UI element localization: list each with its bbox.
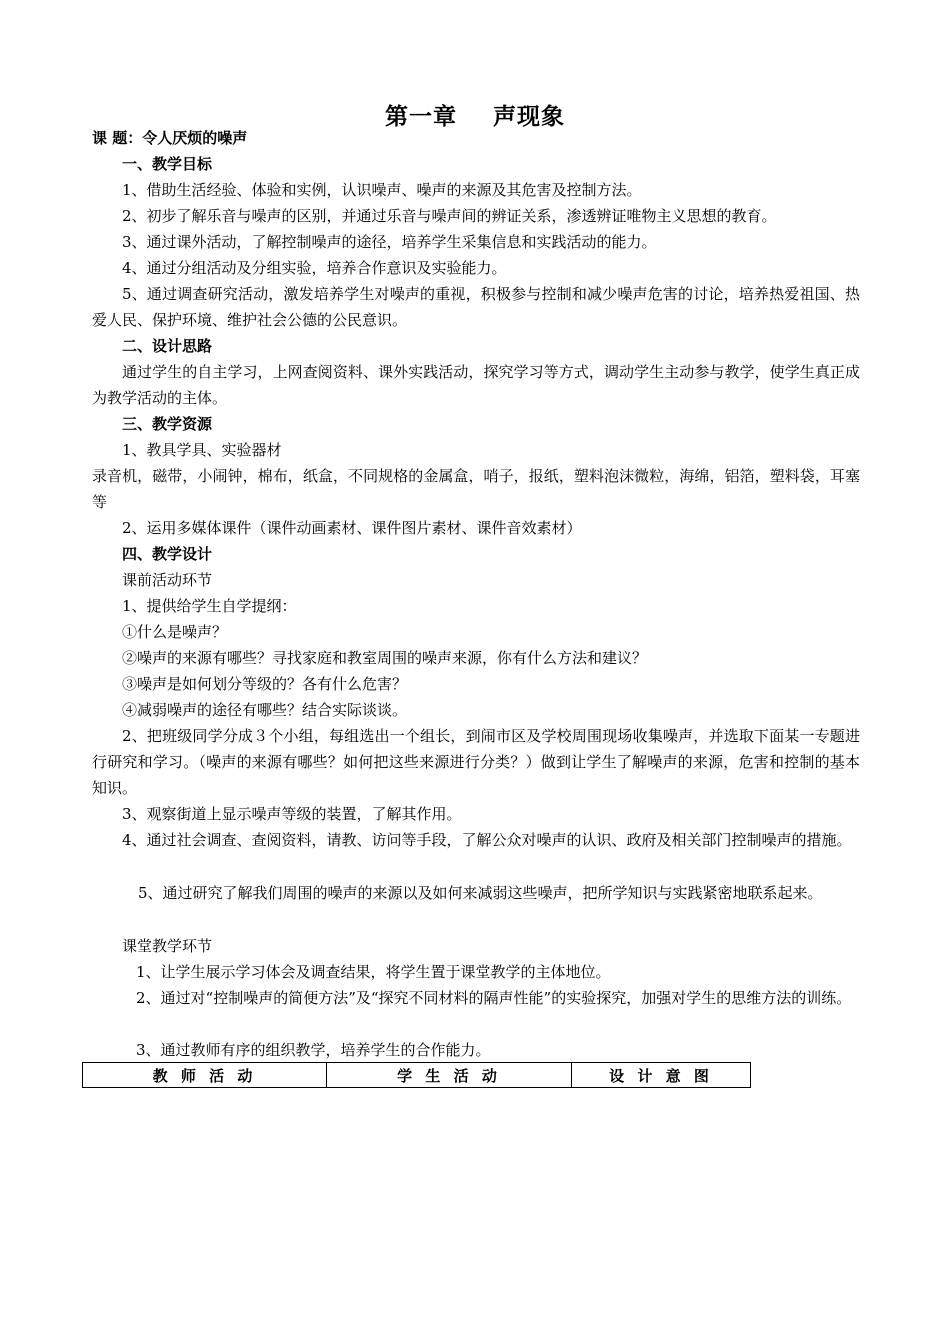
section-heading-resources: 三、教学资源 (122, 415, 213, 433)
in-class-item: 1、让学生展示学习体会及调查结果，将学生置于课堂教学的主体地位。 (136, 963, 611, 981)
goal-item: 4、通过分组活动及分组实验，培养合作意识及实验能力。 (122, 259, 507, 277)
design-idea-text: 通过学生的自主学习，上网查阅资料、课外实践活动，探究学习等方式，调动学生主动参与教学，使学生真正成为教学活动的主体。 (92, 363, 860, 407)
outline-question: ③噪声是如何划分等级的？各有什么危害？ (122, 675, 408, 693)
goal-item: 1、借助生活经验、体验和实例，认识噪声、噪声的来源及其危害及控制方法。 (122, 181, 642, 199)
pre-class-item: 2、把班级同学分成３个小组，每组选出一个组长，到闹市区及学校周围现场收集噪声，并选取下面某一专题进行研究和学习。（噪声的来源有哪些？如何把这些来源进行分类？）做到让学生了解噪声的来源，危害和控制的基本知识。 (92, 727, 860, 797)
chapter-title: 第一章 声现象 (384, 103, 566, 130)
in-class-item: 3、通过教师有序的组织教学，培养学生的合作能力。 (136, 1041, 491, 1059)
outline-question: ①什么是噪声？ (122, 623, 228, 641)
pre-class-item: 4、通过社会调查、查阅资料，请教、访问等手段，了解公众对噪声的认识、政府及相关部门控制噪声的措施。 (122, 831, 852, 849)
header-student-activity: 学 生 活 动 (327, 1063, 572, 1087)
outline-question: ②噪声的来源有哪些？寻找家庭和教室周围的噪声来源，你有什么方法和建议？ (122, 649, 648, 667)
in-class-item: 2、通过对“控制噪声的简便方法”及“探究不同材料的隔声性能”的实验探究，加强对学生的思维方法的训练。 (136, 989, 852, 1007)
goal-item: 2、初步了解乐音与噪声的区别，并通过乐音与噪声间的辨证关系，渗透辨证唯物主义思想的教育。 (122, 207, 777, 225)
outline-question: ④减弱噪声的途径有哪些？结合实际谈谈。 (122, 701, 408, 719)
outline-intro: 1、提供给学生自学提纲： (122, 597, 297, 615)
resources-list: 录音机，磁带，小闹钟，棉布，纸盒，不同规格的金属盒，哨子，报纸，塑料泡沫微粒，海绵，铝箔，塑料袋，耳塞等 (92, 467, 860, 511)
lesson-topic: 课 题：令人厌烦的噪声 (92, 129, 248, 147)
goal-item: 5、通过调查研究活动，激发培养学生对噪声的重视，积极参与控制和减少噪声危害的讨论，培养热爱祖国、热爱人民、保护环境、维护社会公德的公民意识。 (92, 285, 860, 329)
subsection-in-class: 课堂教学环节 (122, 937, 213, 955)
pre-class-item: 3、观察街道上显示噪声等级的装置，了解其作用。 (122, 805, 462, 823)
goal-item: 3、通过课外活动，了解控制噪声的途径，培养学生采集信息和实践活动的能力。 (122, 233, 657, 251)
activity-table-header (82, 1062, 751, 1088)
resources-item: 2、运用多媒体课件（课件动画素材、课件图片素材、课件音效素材） (122, 519, 582, 537)
pre-class-item: 5、通过研究了解我们周围的噪声的来源以及如何来减弱这些噪声，把所学知识与实践紧密地联系起来。 (138, 884, 823, 902)
section-heading-goals: 一、教学目标 (122, 155, 213, 173)
header-design-intent: 设 计 意 图 (609, 1066, 713, 1085)
resources-item: 1、教具学具、实验器材 (122, 441, 282, 459)
header-teacher-activity: 教 师 活 动 (83, 1063, 327, 1087)
subsection-pre-class: 课前活动环节 (122, 571, 213, 589)
section-heading-teaching-design: 四、教学设计 (122, 545, 213, 563)
section-heading-design-idea: 二、设计思路 (122, 337, 213, 355)
